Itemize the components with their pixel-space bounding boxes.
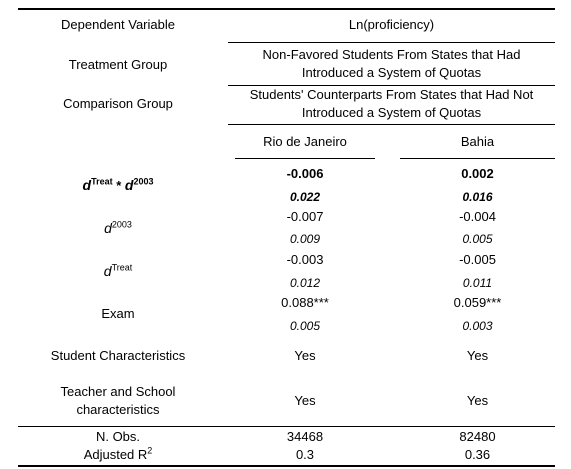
interaction-label: $d^{Treat} * d^{2003}$ — [82, 176, 154, 193]
top-rule — [18, 8, 555, 10]
interaction-se-rio: 0.022 — [289, 190, 321, 204]
rule-under-rio — [235, 158, 375, 159]
exam-value-rio: 0.088*** — [281, 295, 329, 310]
teacher-school-rio: Yes — [294, 393, 316, 408]
dtreat-value-bahia: -0.005 — [459, 252, 496, 267]
rule-above-footer — [18, 426, 555, 427]
d2003-value-rio: -0.007 — [286, 209, 324, 224]
d2003-value-bahia: -0.004 — [459, 209, 496, 224]
rule-under-comparison — [228, 124, 555, 125]
interaction-value-rio: -0.006 — [286, 166, 324, 181]
exam-value-bahia: 0.059*** — [453, 295, 502, 310]
exam-se-rio: 0.005 — [289, 319, 321, 333]
teacher-school-label-line2: characteristics — [76, 402, 160, 417]
d2003-se-bahia: 0.005 — [462, 232, 493, 246]
column-header-rio: Rio de Janeiro — [263, 134, 347, 149]
dtreat-se-rio: 0.012 — [289, 276, 321, 290]
treatment-group-line2: Introduced a System of Quotas — [301, 65, 482, 80]
teacher-school-bahia: Yes — [466, 393, 489, 408]
exam-se-bahia: 0.003 — [462, 319, 493, 333]
comparison-group-line1: Students' Counterparts From States that Had Not — [249, 87, 534, 102]
adjusted-r2-rio: 0.3 — [295, 447, 315, 462]
dtreat-label: $d^{Treat}$ — [103, 262, 133, 279]
column-header-bahia: Bahia — [460, 134, 495, 149]
interaction-se-bahia: 0.016 — [462, 190, 493, 204]
dependent-variable-label: Dependent Variable — [61, 17, 175, 32]
bottom-rule — [18, 465, 555, 467]
rule-under-bahia — [400, 158, 555, 159]
nobs-rio: 34468 — [286, 429, 324, 444]
nobs-bahia: 82480 — [459, 429, 496, 444]
comparison-group-line2: Introduced a System of Quotas — [301, 105, 482, 120]
dependent-variable-value: Ln(proficiency) — [348, 17, 435, 32]
d2003-label: $d^{2003}$ — [104, 219, 132, 236]
rule-under-treatment — [228, 85, 555, 86]
adjusted-r2-label: Adjusted $R^2$ — [83, 445, 153, 462]
rule-under-dependent — [228, 42, 555, 43]
interaction-value-bahia: 0.002 — [461, 166, 494, 181]
adjusted-r2-bahia: 0.36 — [464, 447, 491, 462]
exam-label: Exam — [101, 306, 135, 321]
student-characteristics-rio: Yes — [294, 348, 316, 363]
d2003-se-rio: 0.009 — [289, 232, 321, 246]
student-characteristics-bahia: Yes — [466, 348, 489, 363]
student-characteristics-label: Student Characteristics — [50, 348, 186, 363]
nobs-label: N. Obs. — [95, 429, 141, 444]
dtreat-se-bahia: 0.011 — [462, 276, 493, 290]
teacher-school-label-line1: Teacher and School — [60, 384, 176, 399]
treatment-group-label: Treatment Group — [68, 57, 168, 72]
dtreat-value-rio: -0.003 — [286, 252, 324, 267]
comparison-group-label: Comparison Group — [63, 96, 173, 111]
treatment-group-line1: Non-Favored Students From States that Had — [262, 47, 521, 62]
